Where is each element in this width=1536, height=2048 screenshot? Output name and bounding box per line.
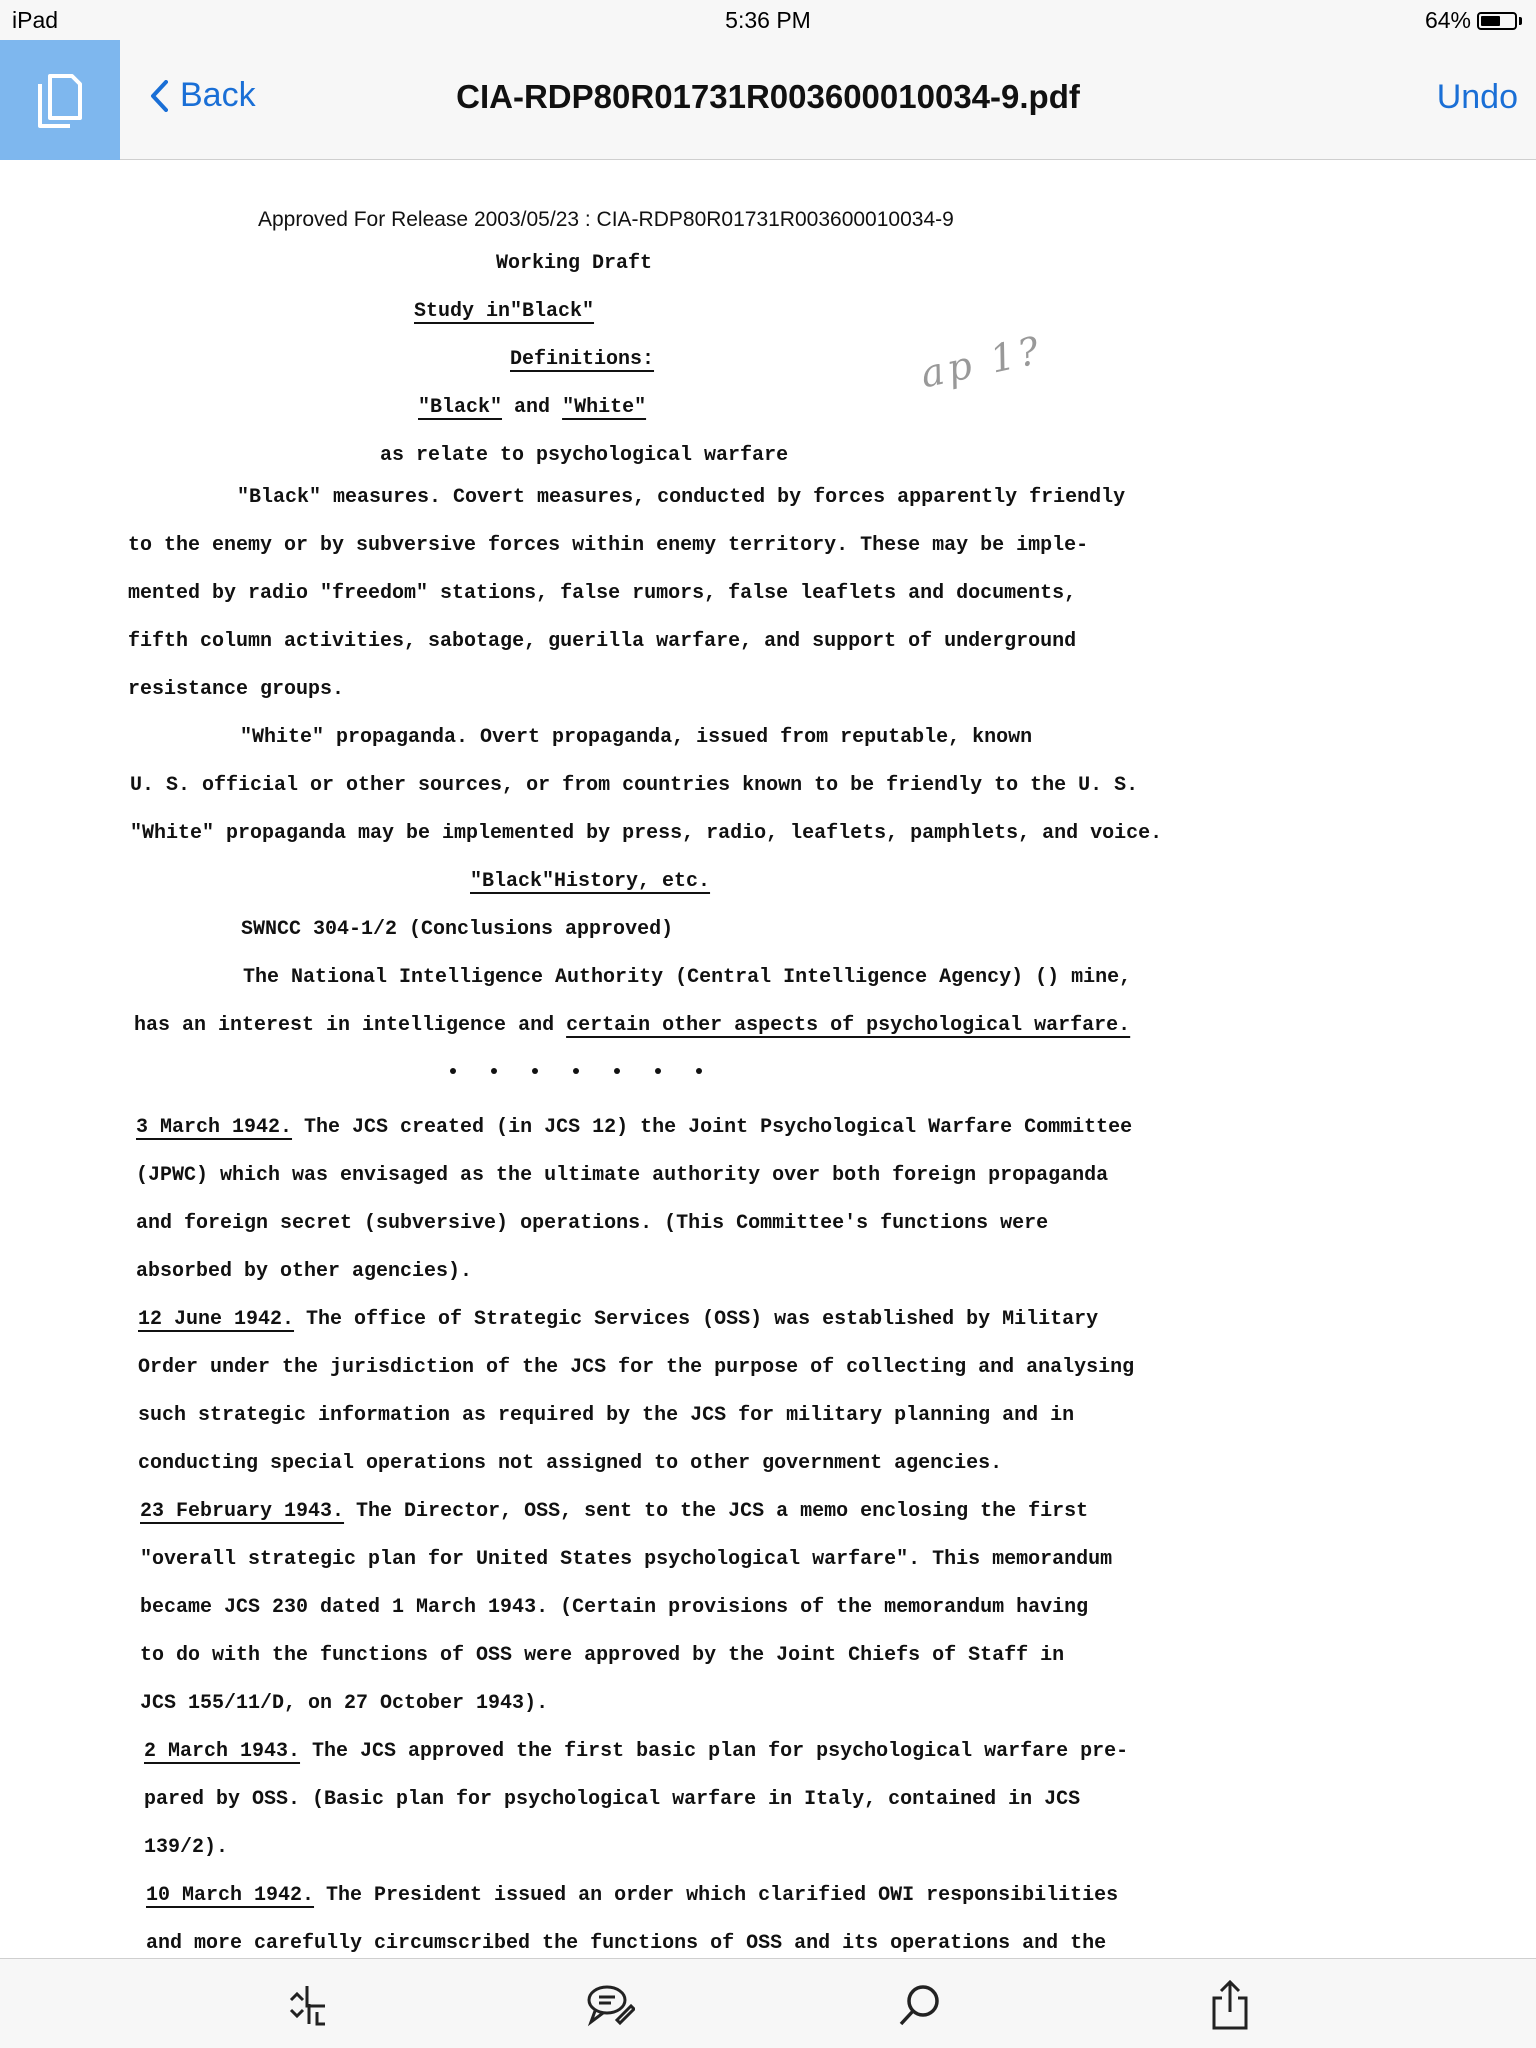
battery-percent: 64% <box>1424 7 1471 33</box>
para1-line: resistance groups. <box>128 678 345 701</box>
annotate-icon <box>585 1982 635 2028</box>
handwritten-note: ap 1? <box>916 327 1047 397</box>
share-icon <box>1208 1980 1252 2030</box>
entry-line: to do with the functions of OSS were approved by the Joint Chiefs of Staff in <box>140 1644 1065 1667</box>
para2-line: U. S. official or other sources, or from countries known to be friendly to the U. S. <box>130 774 1139 797</box>
entry-line: 10 March 1942. The President issued an order which clarified OWI responsibilities <box>146 1884 1119 1907</box>
entry-line: conducting special operations not assigned to other government agencies. <box>138 1452 1003 1475</box>
entry-line: 3 March 1942. The JCS created (in JCS 12) the Joint Psychological Warfare Committee <box>136 1116 1133 1139</box>
transform-icon <box>285 1982 331 2028</box>
entry-line: 2 March 1943. The JCS approved the first basic plan for psychological warfare pre- <box>144 1740 1129 1763</box>
heading-definitions: Definitions: <box>510 348 655 371</box>
entry-line: became JCS 230 dated 1 March 1943. (Certain provisions of the memorandum having <box>140 1596 1089 1619</box>
document-page[interactable] <box>0 160 1536 1958</box>
entry-line: "overall strategic plan for United States psychological warfare". This memorandum <box>140 1548 1113 1571</box>
entry-line: Order under the jurisdiction of the JCS for the purpose of collecting and analysing <box>138 1356 1135 1379</box>
entry-line: pared by OSS. (Basic plan for psychological warfare in Italy, contained in JCS <box>144 1788 1081 1811</box>
entry-line: (JPWC) which was envisaged as the ultimate authority over both foreign propaganda <box>136 1164 1109 1187</box>
transform-button[interactable] <box>282 1979 334 2031</box>
para1-line: "Black" measures. Covert measures, conducted by forces apparently friendly <box>237 486 1126 509</box>
search-button[interactable] <box>894 1979 946 2031</box>
entry-line: absorbed by other agencies). <box>136 1260 473 1283</box>
device-name: iPad <box>12 7 59 33</box>
share-button[interactable] <box>1204 1979 1256 2031</box>
bottom-toolbar <box>0 1958 1536 2048</box>
entry-line: and foreign secret (subversive) operations. (This Committee's functions were <box>136 1212 1049 1235</box>
entry-line: 139/2). <box>144 1836 229 1859</box>
status-bar <box>0 0 1536 40</box>
heading-study: Study in"Black" <box>414 300 595 323</box>
back-button[interactable] <box>150 76 256 115</box>
nav-bar <box>0 40 1536 160</box>
para1-line: to the enemy or by subversive forces within enemy territory. These may be imple- <box>128 534 1089 557</box>
clock: 5:36 PM <box>725 7 811 33</box>
back-label: Back <box>180 76 256 114</box>
battery-status <box>1425 7 1522 34</box>
ellipsis-divider <box>450 1068 702 1074</box>
para3-line: has an interest in intelligence and certain other aspects of psychological warfare. <box>134 1014 1131 1037</box>
documents-button[interactable] <box>0 40 120 160</box>
para1-line: mented by radio "freedom" stations, false rumors, false leaflets and documents, <box>128 582 1077 605</box>
para2-line: "White" propaganda may be implemented by press, radio, leaflets, pamphlets, and voice. <box>130 822 1163 845</box>
para2-line: "White" propaganda. Overt propaganda, issued from reputable, known <box>240 726 1033 749</box>
entry-line: 12 June 1942. The office of Strategic Services (OSS) was established by Military <box>138 1308 1099 1331</box>
documents-icon <box>36 72 84 128</box>
para3-line: The National Intelligence Authority (Central Intelligence Agency) () mine, <box>243 966 1132 989</box>
search-icon <box>897 1982 943 2028</box>
entry-line: and more carefully circumscribed the functions of OSS and its operations and the <box>146 1932 1107 1955</box>
document-title: CIA-RDP80R01731R003600010034-9.pdf <box>456 78 1080 115</box>
section-heading: "Black"History, etc. <box>470 870 711 893</box>
entry-line: 23 February 1943. The Director, OSS, sent to the JCS a memo enclosing the first <box>140 1500 1089 1523</box>
annotate-button[interactable] <box>584 1979 636 2031</box>
chevron-left-icon <box>150 80 168 112</box>
heading-working-draft: Working Draft <box>496 252 653 275</box>
undo-button[interactable]: Undo <box>1436 78 1518 116</box>
swncc-line: SWNCC 304-1/2 (Conclusions approved) <box>241 918 674 941</box>
entry-line: JCS 155/11/D, on 27 October 1943). <box>140 1692 549 1715</box>
heading-black-white: "Black" and "White" <box>418 396 647 419</box>
release-header: Approved For Release 2003/05/23 : CIA-RDP80R01731R003600010034-9 <box>258 208 954 231</box>
para1-line: fifth column activities, sabotage, guerilla warfare, and support of underground <box>128 630 1077 653</box>
battery-icon <box>1477 12 1517 30</box>
entry-line: such strategic information as required by the JCS for military planning and in <box>138 1404 1075 1427</box>
heading-relate: as relate to psychological warfare <box>380 444 789 467</box>
